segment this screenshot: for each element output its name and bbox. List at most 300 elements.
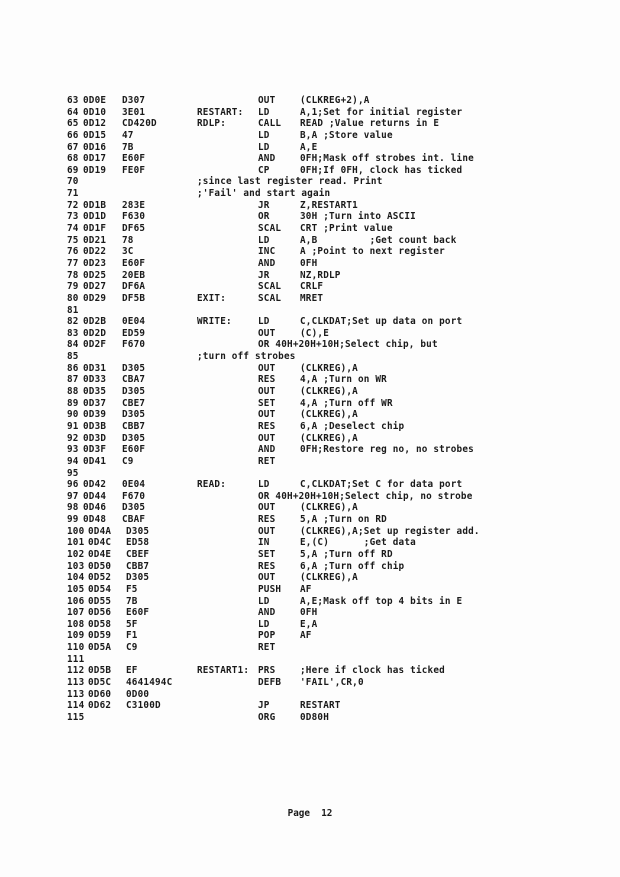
listing-line: [67, 479, 567, 491]
address: 0D60: [88, 688, 112, 700]
opcode: JR: [258, 269, 270, 281]
line-number: 66: [67, 129, 79, 141]
object-code: C9: [126, 642, 138, 654]
line-number: 82: [67, 316, 79, 328]
operand: (CLKREG),A: [300, 386, 358, 398]
address: 0D1F: [83, 223, 107, 235]
operand: RESTART: [300, 700, 341, 712]
operand: 5,A ;Turn off RD: [300, 548, 393, 560]
operand: E,A: [300, 618, 318, 630]
address: 0D4A: [88, 525, 112, 537]
operand: NZ,RDLP: [300, 269, 341, 281]
listing-line: [67, 142, 567, 154]
operand: (CLKREG),A: [300, 502, 358, 514]
line-number: 95: [67, 467, 79, 479]
listing-line: [67, 561, 567, 573]
listing-line: [67, 444, 567, 456]
listing-line: [67, 153, 567, 165]
address: 0D3F: [83, 444, 107, 456]
opcode: OUT: [258, 95, 276, 106]
line-number: 114: [67, 700, 85, 712]
listing-line: [67, 700, 567, 712]
opcode: OUT: [258, 432, 276, 444]
object-code: 0E04: [122, 316, 146, 328]
opcode: OUT: [258, 572, 276, 584]
operand: (CLKREG),A: [300, 432, 358, 444]
address: 0D4E: [88, 548, 112, 560]
opcode: LD: [258, 316, 270, 328]
listing-line: [67, 654, 567, 666]
address: 0D46: [83, 502, 107, 514]
line-number: 108: [67, 618, 85, 630]
line-number: 104: [67, 572, 85, 584]
opcode: SCAL: [258, 292, 282, 304]
opcode: AND: [258, 444, 276, 456]
address: 0D5A: [88, 642, 112, 654]
listing-line: [67, 502, 567, 514]
object-code: D305: [122, 409, 146, 421]
listing-line: [67, 281, 567, 293]
opcode: OR: [258, 211, 270, 223]
opcode: OR: [258, 490, 270, 502]
operand: 5,A ;Turn on RD: [300, 514, 387, 526]
opcode: OUT: [258, 409, 276, 421]
listing-line: [67, 223, 567, 235]
opcode: SCAL: [258, 223, 282, 235]
object-code: 0E04: [122, 479, 146, 491]
object-code: F670: [122, 490, 146, 502]
object-code: D307: [122, 95, 146, 106]
object-code: CBB7: [126, 560, 150, 572]
listing-line: [67, 339, 567, 351]
operand: (CLKREG+2),A: [300, 95, 370, 106]
opcode: SET: [258, 548, 276, 560]
address: 0D52: [88, 572, 112, 584]
address: 0D27: [83, 281, 107, 293]
label: READ:: [197, 479, 226, 491]
object-code: CD420D: [122, 118, 157, 130]
object-code: D305: [122, 386, 146, 398]
line-number: 109: [67, 630, 85, 642]
operand: READ ;Value returns in E: [300, 118, 440, 130]
opcode: RET: [258, 642, 276, 654]
line-number: 83: [67, 327, 79, 339]
operand: CRT ;Print value: [300, 223, 393, 235]
object-code: 3C: [122, 246, 134, 258]
listing-line: [67, 130, 567, 142]
line-number: 65: [67, 118, 79, 130]
object-code: E60F: [122, 153, 146, 165]
object-code: CBEF: [126, 548, 150, 560]
operand: 0FH;Mask off strobes int. line: [300, 153, 474, 165]
line-number: 87: [67, 374, 79, 386]
address: 0D19: [83, 164, 107, 176]
line-number: 94: [67, 455, 79, 467]
opcode: LD: [258, 595, 270, 607]
listing-line: [67, 596, 567, 608]
address: 0D35: [83, 386, 107, 398]
opcode: PRS: [258, 665, 276, 677]
opcode: SET: [258, 397, 276, 409]
address: 0D56: [88, 607, 112, 619]
label: RESTART1:: [197, 665, 250, 677]
line-number: 73: [67, 211, 79, 223]
object-code: 20EB: [122, 269, 146, 281]
line-number: 113: [67, 677, 85, 689]
listing-line: [67, 549, 567, 561]
listing-line: [67, 689, 567, 701]
address: 0D2B: [83, 316, 107, 328]
address: 0D5C: [88, 677, 112, 689]
line-number: 97: [67, 490, 79, 502]
opcode: LD: [258, 234, 270, 246]
object-code: C9: [122, 455, 134, 467]
object-code: 5F: [126, 618, 138, 630]
listing-line: [67, 619, 567, 631]
listing-line: [67, 246, 567, 258]
object-code: D305: [122, 362, 146, 374]
address: 0D2D: [83, 327, 107, 339]
listing-line: [67, 374, 567, 386]
object-code: CBA7: [122, 374, 146, 386]
object-code: ED59: [122, 327, 146, 339]
address: 0D1D: [83, 211, 107, 223]
address: 0D23: [83, 257, 107, 269]
address: 0D41: [83, 455, 107, 467]
listing-line: [67, 456, 567, 468]
operand: A,1;Set for initial register: [300, 106, 463, 118]
operand: E,(C) ;Get data: [300, 537, 416, 549]
address: 0D59: [88, 630, 112, 642]
opcode: ORG: [258, 711, 276, 723]
address: 0D25: [83, 269, 107, 281]
operand: 40H+20H+10H;Select chip, but: [275, 339, 438, 351]
line-number: 90: [67, 409, 79, 421]
label: WRITE:: [197, 316, 232, 328]
operand: ;Here if clock has ticked: [300, 665, 445, 677]
operand: (C),E: [300, 327, 329, 339]
object-code: E60F: [122, 257, 146, 269]
line-number: 75: [67, 234, 79, 246]
operand: A,E;Mask off top 4 bits in E: [300, 595, 463, 607]
listing-line: [67, 433, 567, 445]
opcode: JR: [258, 199, 270, 211]
line-number: 68: [67, 153, 79, 165]
opcode: DEFB: [258, 677, 282, 689]
opcode: AND: [258, 607, 276, 619]
opcode: RES: [258, 514, 276, 526]
address: 0D42: [83, 479, 107, 491]
operand: 4,A ;Turn off WR: [300, 397, 393, 409]
line-number: 115: [67, 711, 85, 723]
line-number: 88: [67, 386, 79, 398]
address: 0D44: [83, 490, 107, 502]
comment-line: ;turn off strobes: [197, 351, 296, 363]
object-code: 47: [122, 129, 134, 141]
line-number: 69: [67, 164, 79, 176]
address: 0D55: [88, 595, 112, 607]
line-number: 112: [67, 665, 85, 677]
operand: AF: [300, 583, 312, 595]
listing-line: [67, 398, 567, 410]
line-number: 85: [67, 351, 79, 363]
listing-line: [67, 258, 567, 270]
line-number: 103: [67, 560, 85, 572]
listing-line: [67, 409, 567, 421]
operand: CRLF: [300, 281, 324, 293]
operand: 0FH: [300, 257, 318, 269]
listing-line: [67, 95, 567, 107]
address: 0D12: [83, 118, 107, 130]
address: 0D0E: [83, 95, 107, 106]
line-number: 105: [67, 583, 85, 595]
line-number: 110: [67, 642, 85, 654]
object-code: F670: [122, 339, 146, 351]
line-number: 67: [67, 141, 79, 153]
line-number: 79: [67, 281, 79, 293]
operand: 6,A ;Deselect chip: [300, 420, 405, 432]
object-code: D305: [126, 572, 150, 584]
line-number: 84: [67, 339, 79, 351]
opcode: LD: [258, 479, 270, 491]
listing-line: [67, 526, 567, 538]
opcode: INC: [258, 246, 276, 258]
operand: Z,RESTART1: [300, 199, 358, 211]
instruction-inline: [258, 339, 438, 351]
line-number: 107: [67, 607, 85, 619]
operand: 4,A ;Turn on WR: [300, 374, 387, 386]
line-number: 64: [67, 106, 79, 118]
listing-line: [67, 316, 567, 328]
object-code: CBE7: [122, 397, 146, 409]
object-code: DF5B: [122, 292, 146, 304]
object-code: F630: [122, 211, 146, 223]
operand: (CLKREG),A: [300, 572, 358, 584]
listing-line: [67, 293, 567, 305]
line-number: 100: [67, 525, 85, 537]
opcode: POP: [258, 630, 276, 642]
object-code: EF: [126, 665, 138, 677]
line-number: 102: [67, 548, 85, 560]
address: 0D17: [83, 153, 107, 165]
line-number: 89: [67, 397, 79, 409]
object-code: F5: [126, 583, 138, 595]
listing-line: [67, 118, 567, 130]
address: 0D16: [83, 141, 107, 153]
listing-line: [67, 165, 567, 177]
label: EXIT:: [197, 292, 226, 304]
opcode: JP: [258, 700, 270, 712]
instruction-inline: [258, 491, 473, 503]
operand: (CLKREG),A: [300, 409, 358, 421]
operand: A,B ;Get count back: [300, 234, 457, 246]
address: 0D29: [83, 292, 107, 304]
operand: MRET: [300, 292, 324, 304]
line-number: 72: [67, 199, 79, 211]
address: 0D5B: [88, 665, 112, 677]
opcode: AND: [258, 257, 276, 269]
address: 0D58: [88, 618, 112, 630]
address: 0D10: [83, 106, 107, 118]
operand: AF: [300, 630, 312, 642]
label: RDLP:: [197, 118, 226, 130]
operand: 'FAIL',CR,0: [300, 677, 364, 689]
listing-line: [67, 642, 567, 654]
object-code: 3E01: [122, 106, 146, 118]
line-number: 99: [67, 514, 79, 526]
listing-line: [67, 270, 567, 282]
listing-line: [67, 200, 567, 212]
listing-line: [67, 305, 567, 317]
listing-line: [67, 712, 567, 724]
address: 0D2F: [83, 339, 107, 351]
opcode: OUT: [258, 386, 276, 398]
line-number: 101: [67, 537, 85, 549]
opcode: RES: [258, 374, 276, 386]
address: 0D21: [83, 234, 107, 246]
opcode: OUT: [258, 525, 276, 537]
address: 0D3B: [83, 420, 107, 432]
line-number: 98: [67, 502, 79, 514]
operand: B,A ;Store value: [300, 129, 393, 141]
line-number: 92: [67, 432, 79, 444]
address: 0D4C: [88, 537, 112, 549]
opcode: CALL: [258, 118, 282, 130]
line-number: 63: [67, 95, 79, 106]
opcode: OUT: [258, 362, 276, 374]
opcode: OR: [258, 339, 270, 351]
address: 0D3D: [83, 432, 107, 444]
line-number: 91: [67, 420, 79, 432]
address: 0D33: [83, 374, 107, 386]
listing-line: [67, 235, 567, 247]
object-code: CBB7: [122, 420, 146, 432]
line-number: 76: [67, 246, 79, 258]
listing-line: [67, 491, 567, 503]
opcode: PUSH: [258, 583, 282, 595]
object-code: 7B: [126, 595, 138, 607]
line-number: 86: [67, 362, 79, 374]
operand: A,E: [300, 141, 318, 153]
line-number: 113: [67, 688, 85, 700]
listing-line: [67, 421, 567, 433]
opcode: RET: [258, 455, 276, 467]
address: 0D37: [83, 397, 107, 409]
operand: C,CLKDAT;Set C for data port: [300, 479, 463, 491]
opcode: OUT: [258, 327, 276, 339]
opcode: RES: [258, 560, 276, 572]
address: 0D50: [88, 560, 112, 572]
comment-line: ;since last register read. Print: [197, 176, 383, 188]
listing-line: [67, 514, 567, 526]
object-code: E60F: [126, 607, 150, 619]
address: 0D54: [88, 583, 112, 595]
object-code: F1: [126, 630, 138, 642]
listing-line: [67, 328, 567, 340]
operand: 0FH;Restore reg no, no strobes: [300, 444, 474, 456]
operand: C,CLKDAT;Set up data on port: [300, 316, 463, 328]
object-code: ED58: [126, 537, 150, 549]
line-number: 80: [67, 292, 79, 304]
operand: 0D80H: [300, 711, 329, 723]
listing-line: [67, 630, 567, 642]
address: 0D31: [83, 362, 107, 374]
opcode: SCAL: [258, 281, 282, 293]
object-code: 78: [122, 234, 134, 246]
opcode: IN: [258, 537, 270, 549]
listing-line: [67, 188, 567, 200]
object-code: 7B: [122, 141, 134, 153]
line-number: 71: [67, 188, 79, 200]
opcode: RES: [258, 420, 276, 432]
address: 0D39: [83, 409, 107, 421]
label: RESTART:: [197, 106, 244, 118]
address: 0D48: [83, 514, 107, 526]
object-code: DF65: [122, 223, 146, 235]
operand: (CLKREG),A: [300, 362, 358, 374]
opcode: CP: [258, 164, 270, 176]
listing-line: [67, 351, 567, 363]
opcode: LD: [258, 141, 270, 153]
object-code: D305: [122, 502, 146, 514]
listing-line: [67, 211, 567, 223]
assembly-listing: [67, 95, 567, 724]
object-code: D305: [126, 525, 150, 537]
listing-line: [67, 468, 567, 480]
object-code: FE0F: [122, 164, 146, 176]
line-number: 111: [67, 653, 85, 665]
address: 0D62: [88, 700, 112, 712]
operand: 0FH: [300, 607, 318, 619]
operand: (CLKREG),A;Set up register add.: [300, 525, 480, 537]
line-number: 78: [67, 269, 79, 281]
listing-line: [67, 363, 567, 375]
opcode: LD: [258, 129, 270, 141]
listing-line: [67, 572, 567, 584]
operand: 40H+20H+10H;Select chip, no strobe: [275, 490, 473, 502]
listing-line: [67, 584, 567, 596]
page-number: Page 12: [287, 808, 333, 819]
listing-line: [67, 607, 567, 619]
listing-line: [67, 665, 567, 677]
listing-line: [67, 176, 567, 188]
line-number: 77: [67, 257, 79, 269]
object-code: C3100D: [126, 700, 161, 712]
opcode: OUT: [258, 502, 276, 514]
object-code: D305: [122, 432, 146, 444]
address: 0D1B: [83, 199, 107, 211]
object-code: DF6A: [122, 281, 146, 293]
object-code: CBAF: [122, 514, 146, 526]
listing-line: [67, 537, 567, 549]
listing-line: [67, 677, 567, 689]
line-number: 96: [67, 479, 79, 491]
opcode: LD: [258, 618, 270, 630]
listing-line: [67, 107, 567, 119]
object-code: 4641494C: [126, 677, 173, 689]
comment-line: ;'Fail' and start again: [197, 188, 331, 200]
object-code: E60F: [122, 444, 146, 456]
operand: A ;Point to next register: [300, 246, 445, 258]
address: 0D22: [83, 246, 107, 258]
listing-line: [67, 386, 567, 398]
line-number: 93: [67, 444, 79, 456]
opcode: LD: [258, 106, 270, 118]
line-number: 70: [67, 176, 79, 188]
line-number: 106: [67, 595, 85, 607]
operand: 6,A ;Turn off chip: [300, 560, 405, 572]
line-number: 81: [67, 304, 79, 316]
